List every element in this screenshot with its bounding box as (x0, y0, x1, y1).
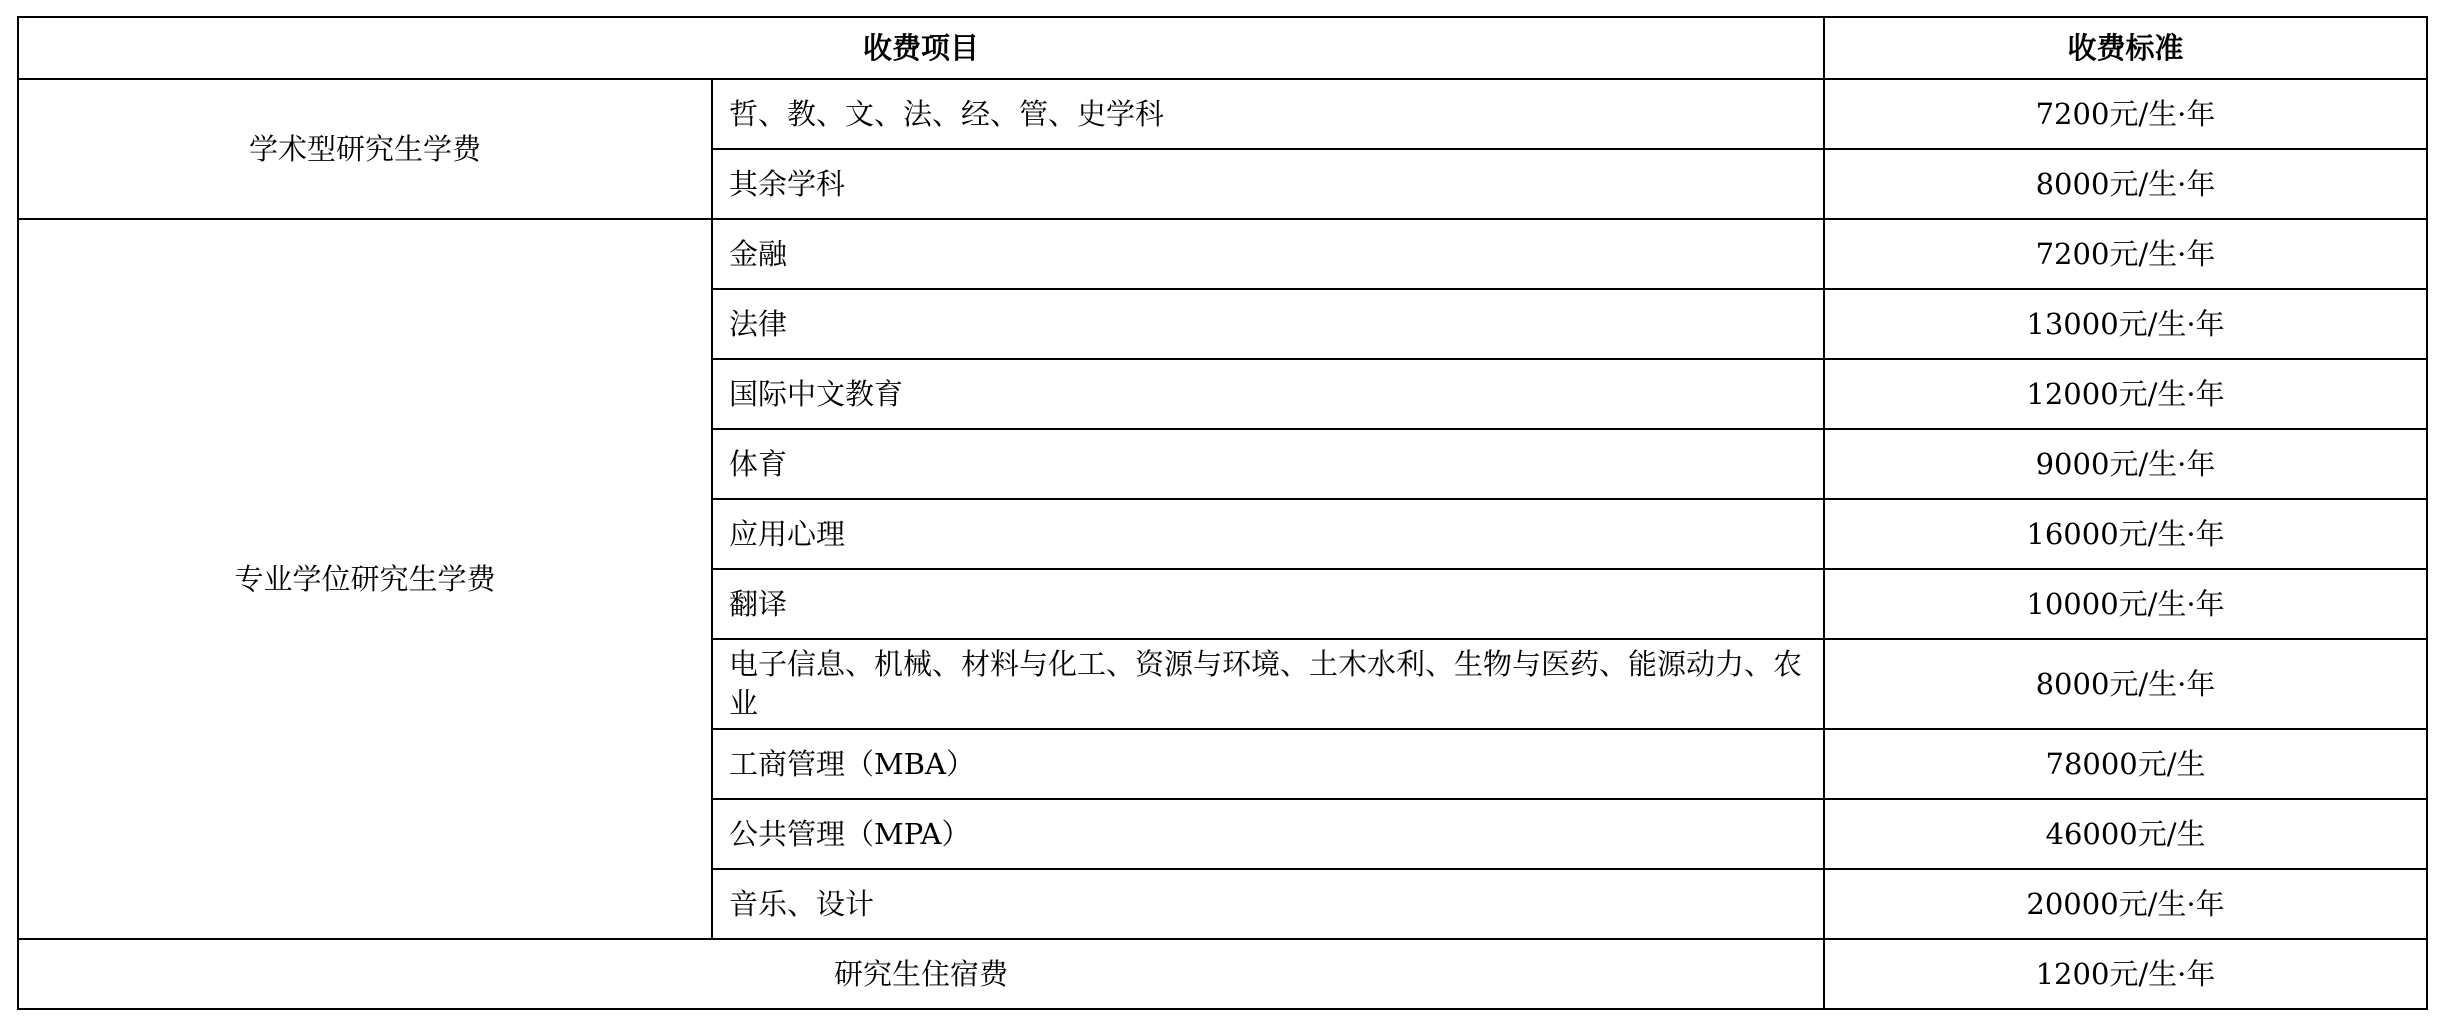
header-row (18, 17, 2427, 79)
item-cell: 法律 (712, 289, 1824, 359)
accommodation-price: 1200元/生·年 (1824, 939, 2427, 1009)
accommodation-label: 研究生住宿费 (18, 939, 1824, 1009)
item-cell: 金融 (712, 219, 1824, 289)
price-cell: 46000元/生 (1824, 799, 2427, 869)
price-cell: 8000元/生·年 (1824, 639, 2427, 729)
header-standard: 收费标准 (1824, 17, 2427, 79)
header-item: 收费项目 (18, 17, 1824, 79)
item-cell: 应用心理 (712, 499, 1824, 569)
group-professional: 专业学位研究生学费 (18, 219, 712, 939)
item-cell: 哲、教、文、法、经、管、史学科 (712, 79, 1824, 149)
item-cell: 国际中文教育 (712, 359, 1824, 429)
item-cell: 体育 (712, 429, 1824, 499)
price-cell: 12000元/生·年 (1824, 359, 2427, 429)
group-academic: 学术型研究生学费 (18, 79, 712, 219)
price-cell: 20000元/生·年 (1824, 869, 2427, 939)
table-row (18, 79, 2427, 149)
price-cell: 16000元/生·年 (1824, 499, 2427, 569)
item-cell: 音乐、设计 (712, 869, 1824, 939)
table-row (18, 219, 2427, 289)
table-row (18, 939, 2427, 1009)
item-cell: 翻译 (712, 569, 1824, 639)
item-cell: 其余学科 (712, 149, 1824, 219)
item-cell: 工商管理（MBA） (712, 729, 1824, 799)
fee-table (17, 16, 2428, 1010)
price-cell: 8000元/生·年 (1824, 149, 2427, 219)
price-cell: 78000元/生 (1824, 729, 2427, 799)
price-cell: 9000元/生·年 (1824, 429, 2427, 499)
item-cell: 电子信息、机械、材料与化工、资源与环境、土木水利、生物与医药、能源动力、农业 (712, 639, 1824, 729)
price-cell: 7200元/生·年 (1824, 79, 2427, 149)
price-cell: 10000元/生·年 (1824, 569, 2427, 639)
price-cell: 13000元/生·年 (1824, 289, 2427, 359)
item-cell: 公共管理（MPA） (712, 799, 1824, 869)
price-cell: 7200元/生·年 (1824, 219, 2427, 289)
